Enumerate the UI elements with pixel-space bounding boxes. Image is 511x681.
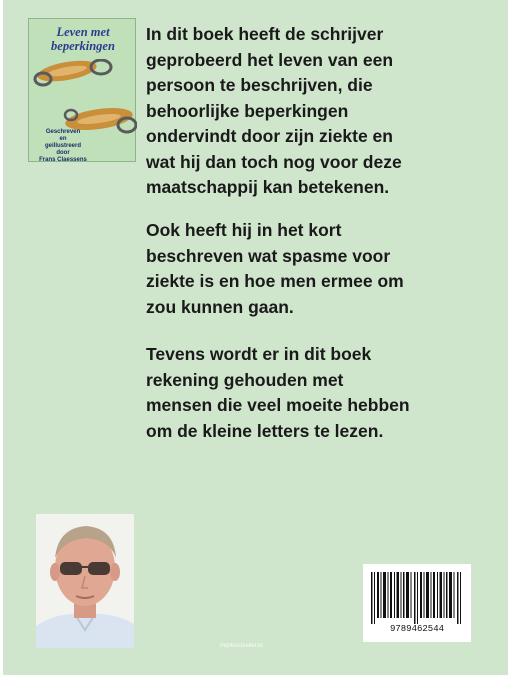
front-cover-thumbnail	[28, 18, 136, 162]
thumbnail-author-credit: Geschreven en geillustreerd door Frans Claessens	[39, 129, 87, 163]
publisher-watermark: mijnbestseller.nl	[220, 643, 263, 649]
description-paragraph-2: Ook heeft hij in het kort beschreven wat spasme voor ziekte is en hoe men ermee om zou kunnen gaan.	[146, 220, 404, 317]
thumbnail-title: Leven met beperkingen	[51, 25, 115, 53]
barcode-bars	[371, 572, 463, 624]
author-photo	[36, 514, 134, 648]
isbn-barcode	[363, 564, 471, 642]
description-paragraph-3: Tevens wordt er in dit boek rekening gehouden met mensen die veel moeite hebben om de kleine letters te lezen.	[146, 344, 410, 441]
description-paragraph-1: In dit boek heeft de schrijver geprobeerd het leven van een persoon te beschrijven, die behoorlijke beperkingen ondervindt door zijn ziekte en wat hij dan toch nog voor deze maatschappij kan betekenen.	[146, 24, 402, 197]
isbn-number: 9789462544	[389, 624, 444, 634]
